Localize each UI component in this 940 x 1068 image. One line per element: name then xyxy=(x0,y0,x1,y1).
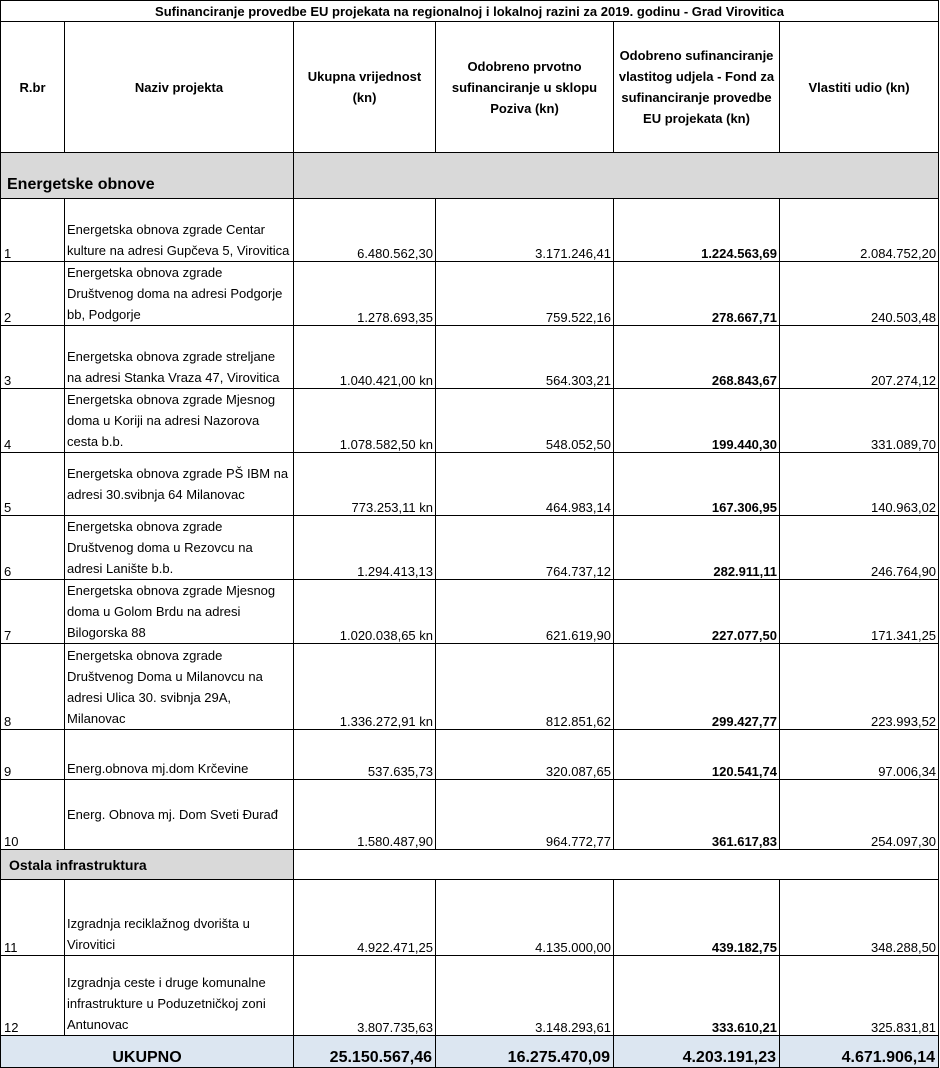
row-vlastiti: 97.006,34 xyxy=(780,730,939,780)
row-vlastiti: 254.097,30 xyxy=(780,780,939,850)
row-ukupna: 1.078.582,50 kn xyxy=(294,389,436,453)
row-ukupna: 1.040.421,00 kn xyxy=(294,326,436,389)
row-rbr: 11 xyxy=(1,880,65,956)
row-odobreno: 3.171.246,41 xyxy=(436,199,614,262)
row-naziv: Energ.obnova mj.dom Krčevine xyxy=(65,730,294,780)
row-ukupna: 3.807.735,63 xyxy=(294,956,436,1036)
header-vlastiti: Vlastiti udio (kn) xyxy=(780,22,939,153)
table-row xyxy=(1,453,939,516)
table-row xyxy=(1,730,939,780)
row-vlastiti: 2.084.752,20 xyxy=(780,199,939,262)
row-rbr: 7 xyxy=(1,580,65,644)
total-vlastiti: 4.671.906,14 xyxy=(780,1036,939,1068)
row-fond: 282.911,11 xyxy=(614,516,780,580)
row-ukupna: 1.294.413,13 xyxy=(294,516,436,580)
row-odobreno: 3.148.293,61 xyxy=(436,956,614,1036)
row-fond: 227.077,50 xyxy=(614,580,780,644)
row-naziv: Energetska obnova zgrade Mjesnog doma u Golom Brdu na adresi Bilogorska 88 xyxy=(65,580,294,644)
row-ukupna: 4.922.471,25 xyxy=(294,880,436,956)
total-ukupna: 25.150.567,46 xyxy=(294,1036,436,1068)
row-ukupna: 1.580.487,90 xyxy=(294,780,436,850)
row-rbr: 3 xyxy=(1,326,65,389)
row-odobreno: 548.052,50 xyxy=(436,389,614,453)
row-vlastiti: 207.274,12 xyxy=(780,326,939,389)
row-rbr: 1 xyxy=(1,199,65,262)
row-ukupna: 1.336.272,91 kn xyxy=(294,644,436,730)
total-row xyxy=(1,1036,939,1068)
row-fond: 333.610,21 xyxy=(614,956,780,1036)
row-fond: 199.440,30 xyxy=(614,389,780,453)
table-row xyxy=(1,956,939,1036)
row-naziv: Energetska obnova zgrade Društvenog Doma u Milanovcu na adresi Ulica 30. svibnja 29A, Milanovac xyxy=(65,644,294,730)
header-fond: Odobreno sufinanciranje vlastitog udjela - Fond za sufinanciranje provedbe EU projekata (kn) xyxy=(614,22,780,153)
total-fond: 4.203.191,23 xyxy=(614,1036,780,1068)
table-row xyxy=(1,199,939,262)
row-naziv: Energetska obnova zgrade Mjesnog doma u Koriji na adresi Nazorova cesta b.b. xyxy=(65,389,294,453)
row-fond: 361.617,83 xyxy=(614,780,780,850)
row-vlastiti: 325.831,81 xyxy=(780,956,939,1036)
row-vlastiti: 331.089,70 xyxy=(780,389,939,453)
row-vlastiti: 246.764,90 xyxy=(780,516,939,580)
row-odobreno: 812.851,62 xyxy=(436,644,614,730)
header-rbr: R.br xyxy=(1,22,65,153)
table-row xyxy=(1,326,939,389)
row-rbr: 2 xyxy=(1,262,65,326)
total-odobreno: 16.275.470,09 xyxy=(436,1036,614,1068)
row-odobreno: 621.619,90 xyxy=(436,580,614,644)
row-fond: 120.541,74 xyxy=(614,730,780,780)
section-fill xyxy=(294,850,939,880)
row-rbr: 9 xyxy=(1,730,65,780)
row-odobreno: 464.983,14 xyxy=(436,453,614,516)
header-odobreno: Odobreno prvotno sufinanciranje u sklopu Poziva (kn) xyxy=(436,22,614,153)
row-naziv: Energetska obnova zgrade Društvenog doma u Rezovcu na adresi Lanište b.b. xyxy=(65,516,294,580)
table-row xyxy=(1,780,939,850)
row-ukupna: 773.253,11 kn xyxy=(294,453,436,516)
row-vlastiti: 348.288,50 xyxy=(780,880,939,956)
row-naziv: Energetska obnova zgrade Centar kulture na adresi Gupčeva 5, Virovitica xyxy=(65,199,294,262)
row-naziv: Izgradnja reciklažnog dvorišta u Virovitici xyxy=(65,880,294,956)
row-vlastiti: 240.503,48 xyxy=(780,262,939,326)
row-naziv: Energetska obnova zgrade streljane na adresi Stanka Vraza 47, Virovitica xyxy=(65,326,294,389)
row-rbr: 4 xyxy=(1,389,65,453)
row-ukupna: 1.020.038,65 kn xyxy=(294,580,436,644)
table-row xyxy=(1,644,939,730)
row-ukupna: 1.278.693,35 xyxy=(294,262,436,326)
row-ukupna: 537.635,73 xyxy=(294,730,436,780)
row-fond: 268.843,67 xyxy=(614,326,780,389)
header-naziv: Naziv projekta xyxy=(65,22,294,153)
row-naziv: Izgradnja ceste i druge komunalne infrastrukture u Poduzetničkoj zoni Antunovac xyxy=(65,956,294,1036)
row-rbr: 10 xyxy=(1,780,65,850)
row-odobreno: 764.737,12 xyxy=(436,516,614,580)
table-row xyxy=(1,389,939,453)
row-fond: 1.224.563,69 xyxy=(614,199,780,262)
table-row xyxy=(1,880,939,956)
row-fond: 167.306,95 xyxy=(614,453,780,516)
row-vlastiti: 223.993,52 xyxy=(780,644,939,730)
row-rbr: 12 xyxy=(1,956,65,1036)
row-vlastiti: 140.963,02 xyxy=(780,453,939,516)
table-title: Sufinanciranje provedbe EU projekata na regionalnoj i lokalnoj razini za 2019. godinu - Grad Virovitica xyxy=(1,1,939,22)
row-vlastiti: 171.341,25 xyxy=(780,580,939,644)
row-odobreno: 4.135.000,00 xyxy=(436,880,614,956)
row-fond: 439.182,75 xyxy=(614,880,780,956)
total-label: UKUPNO xyxy=(1,1036,294,1068)
section-title: Energetske obnove xyxy=(1,153,294,199)
table-row xyxy=(1,516,939,580)
row-rbr: 6 xyxy=(1,516,65,580)
row-naziv: Energ. Obnova mj. Dom Sveti Đurađ xyxy=(65,780,294,850)
row-odobreno: 759.522,16 xyxy=(436,262,614,326)
section-title: Ostala infrastruktura xyxy=(1,850,294,880)
row-ukupna: 6.480.562,30 xyxy=(294,199,436,262)
table-row xyxy=(1,580,939,644)
row-naziv: Energetska obnova zgrade Društvenog doma na adresi Podgorje bb, Podgorje xyxy=(65,262,294,326)
row-odobreno: 564.303,21 xyxy=(436,326,614,389)
row-odobreno: 320.087,65 xyxy=(436,730,614,780)
section-fill xyxy=(294,153,939,199)
table-row xyxy=(1,262,939,326)
header-ukupna: Ukupna vrijednost (kn) xyxy=(294,22,436,153)
row-fond: 299.427,77 xyxy=(614,644,780,730)
row-fond: 278.667,71 xyxy=(614,262,780,326)
row-naziv: Energetska obnova zgrade PŠ IBM na adresi 30.svibnja 64 Milanovac xyxy=(65,453,294,516)
row-odobreno: 964.772,77 xyxy=(436,780,614,850)
row-rbr: 5 xyxy=(1,453,65,516)
row-rbr: 8 xyxy=(1,644,65,730)
